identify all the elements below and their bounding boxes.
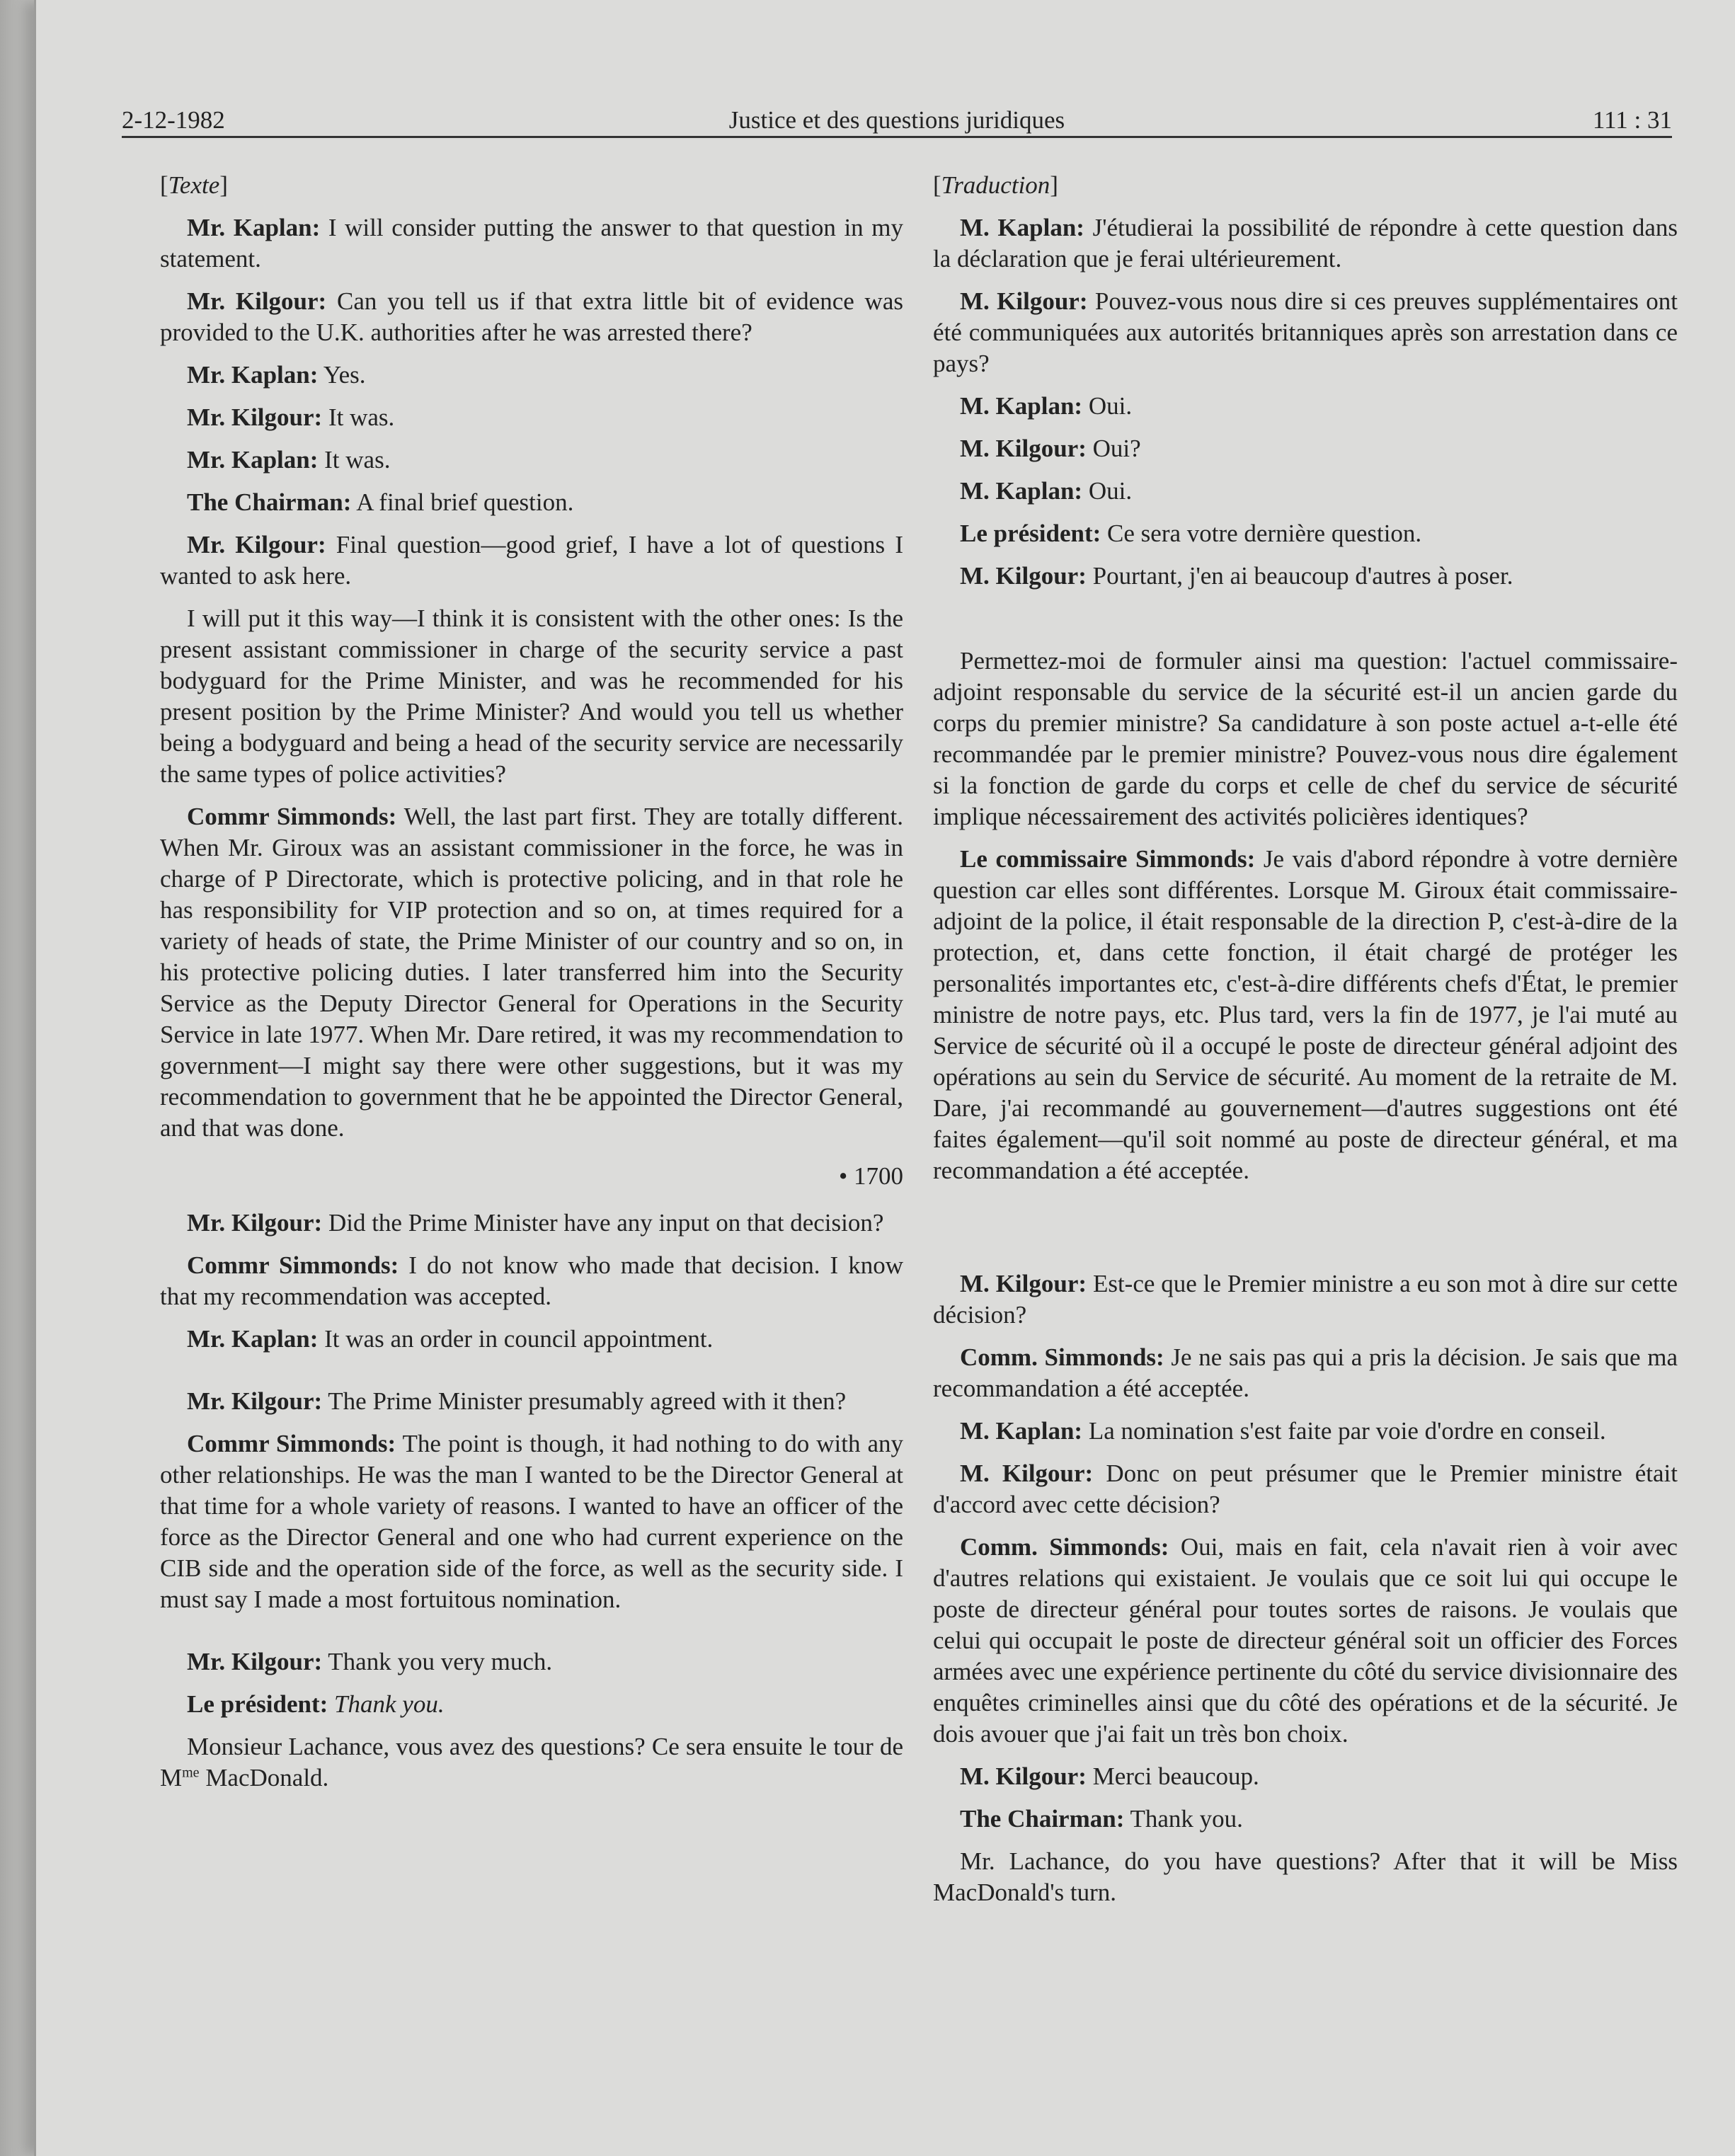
left-column [160, 170, 903, 1805]
paragraph: Permettez-moi de formuler ainsi ma question: l'actuel commissaire-adjoint responsable du service de la sécurité est-il un ancien garde du corps du premier ministre? Sa candidature à son poste actuel a-t-elle été recommandée par le premier ministre? Pouvez-vous nous dire également si la fonction de garde du corps et celle de chef du service de sécurité implique nécessairement des activités policières identiques? [933, 647, 1678, 830]
speaker-name: Mr. Kilgour: [187, 287, 327, 315]
speaker-name: M. Kilgour: [960, 287, 1088, 315]
paragraph: M. Kilgour: Est-ce que le Premier ministre a eu son mot à dire sur cette décision? [933, 1270, 1678, 1329]
paragraph: Le président: Ce sera votre dernière question. [960, 520, 1422, 547]
paragraph: Commr Simmonds: I do not know who made that decision. I know that my recommendation was accepted. [160, 1251, 904, 1310]
speaker-name: Mr. Kaplan: [187, 214, 321, 241]
paragraph: Comm. Simmonds: Je ne sais pas qui a pris la décision. Je sais que ma recommandation a été acceptée. [933, 1343, 1678, 1402]
speaker-name: Mr. Kilgour: [187, 531, 326, 558]
paragraph: The Chairman: A final brief question. [187, 488, 574, 516]
paragraph: Le commissaire Simmonds: Je vais d'abord répondre à votre dernière question car elles sont différentes. Lorsque M. Giroux était commissaire-adjoint de la police, il était responsable de la direction P, c'est-à-dire de la protection, et, dans cette fonction, il était chargé de protéger les personalités importantes etc, c'est-à-dire différents chefs d'État, le premier ministre de notre pays, etc. Plus tard, vers la fin de 1977, je l'ai muté au Service de sécurité où il a occupé le poste de directeur général adjoint des opérations au sein du Service de sécurité. Au moment de la retraite de M. Dare, j'ai recommandé au gouvernement—d'autres suggestions ont été faites également—qu'il soit nommé au poste de directeur général, et ma recommandation a été acceptée. [933, 845, 1678, 1184]
paragraph: Mr. Kilgour: It was. [187, 403, 395, 431]
speaker-name: Mr. Kilgour: [187, 403, 323, 431]
speaker-name: Commr Simmonds: [187, 1430, 396, 1457]
speaker-name: M. Kaplan: [960, 1417, 1083, 1445]
paragraph: The Chairman: Thank you. [960, 1805, 1243, 1833]
header-title: Justice et des questions juridiques [728, 106, 1065, 134]
paragraph: M. Kilgour: Merci beaucoup. [960, 1762, 1259, 1790]
paragraph: M. Kaplan: J'étudierai la possibilité de répondre à cette question dans la déclaration que je ferai ultérieurement. [933, 214, 1678, 273]
speaker-name: Commr Simmonds: [187, 1251, 399, 1279]
paragraph: Mr. Kilgour: Can you tell us if that extra little bit of evidence was provided to the U.K. authorities after he was arrested there? [160, 287, 903, 346]
paragraph: M. Kilgour: Oui? [960, 435, 1141, 462]
speaker-name: Le président: [960, 520, 1101, 547]
speaker-name: Mr. Kilgour: [187, 1387, 323, 1415]
speaker-name: M. Kilgour: [960, 1270, 1087, 1297]
speaker-name: M. Kaplan: [960, 214, 1084, 241]
speaker-name: Mr. Kilgour: [187, 1648, 323, 1675]
paragraph: M. Kaplan: Oui. [960, 477, 1133, 505]
speaker-name: Comm. Simmonds: [960, 1343, 1164, 1371]
speaker-name: Le commissaire Simmonds: [960, 845, 1256, 873]
speaker-name: The Chairman: [187, 488, 352, 516]
header-date: 2-12-1982 [122, 106, 225, 134]
header-page-ref: 111 : 31 [1592, 106, 1672, 134]
speaker-name: Le président: [187, 1690, 328, 1718]
paragraph: Commr Simmonds: The point is though, it had nothing to do with any other relationships. He was the man I wanted to be the Director General at that time for a whole variety of reasons. I wanted to have an officer of the force as the Director General and one who had current experience on the CIB side and the operation side of the force, as well as the security side. I must say I made a most fortuitous nomination. [160, 1430, 903, 1613]
paragraph: Mr. Kaplan: I will consider putting the answer to that question in my statement. [160, 214, 904, 273]
paragraph: Mr. Kilgour: The Prime Minister presumably agreed with it then? [187, 1387, 847, 1415]
paragraph: Mr. Kaplan: Yes. [187, 361, 366, 389]
speaker-name: M. Kaplan: [960, 477, 1083, 505]
speaker-name: M. Kilgour: [960, 1460, 1094, 1487]
page-binding-shadow [0, 0, 34, 2156]
paragraph: M. Kilgour: Donc on peut présumer que le Premier ministre était d'accord avec cette décision? [933, 1460, 1678, 1518]
speaker-name: Mr. Kaplan: [187, 1325, 319, 1353]
speaker-name: Commr Simmonds: [187, 803, 397, 830]
paragraph: Mr. Kilgour: Thank you very much. [187, 1648, 553, 1675]
running-header [122, 98, 1672, 137]
paragraph: Le président: Thank you. [187, 1690, 445, 1718]
speaker-name: The Chairman: [960, 1805, 1125, 1833]
paragraph: Comm. Simmonds: Oui, mais en fait, cela n'avait rien à voir avec d'autres relations qui existaient. Je voulais que ce soit lui qui occupe le poste de directeur général pour toutes sortes de raisons. Je voulais que celui qui occupait le poste de directeur général soit un officier des Forces armées avec une expérience pertinente du côté du service divisionnaire des enquêtes criminelles ainsi que du côté des opérations et de la sécurité. Je dois avouer que j'ai fait un très bon choix. [933, 1533, 1678, 1748]
speaker-name: M. Kilgour: [960, 1762, 1087, 1790]
speaker-name: Mr. Kaplan: [187, 446, 319, 474]
paragraph: M. Kaplan: Oui. [960, 392, 1133, 420]
paragraph: M. Kilgour: Pourtant, j'en ai beaucoup d'autres à poser. [960, 562, 1513, 590]
speaker-name: M. Kilgour: [960, 562, 1087, 590]
paragraph: Mr. Lachance, do you have questions? After that it will be Miss MacDonald's turn. [933, 1847, 1678, 1906]
paragraph: Mr. Kaplan: It was an order in council appointment. [187, 1325, 714, 1353]
speaker-name: Mr. Kilgour: [187, 1209, 323, 1237]
paragraph: M. Kaplan: La nomination s'est faite par voie d'ordre en conseil. [960, 1417, 1606, 1445]
paragraph: Mr. Kilgour: Final question—good grief, I have a lot of questions I wanted to ask here. [160, 531, 903, 590]
speaker-name: M. Kilgour: [960, 435, 1087, 462]
section-label: [Texte] [160, 171, 228, 199]
paragraph: Monsieur Lachance, vous avez des questions? Ce sera ensuite le tour de $M^{me}$ MacDonald. [160, 1733, 903, 1791]
paragraph: Mr. Kilgour: Did the Prime Minister have any input on that decision? [187, 1209, 884, 1237]
paragraph: Mr. Kaplan: It was. [187, 446, 391, 474]
paragraph: Commr Simmonds: Well, the last part first. They are totally different. When Mr. Giroux was an assistant commissioner in the force, he was in charge of P Directorate, which is protective policing, and in that role he has responsibility for VIP protection and so on, at times required for a variety of heads of state, the Prime Minister of our country and so on, in his protective policing duties. I later transferred him into the Security Service as the Deputy Director General for Operations in the Security Service in late 1977. When Mr. Dare retired, it was my recommendation to government—I might say there were other suggestions, but it was my recommendation to government that he be appointed the Director General, and that was done. [160, 803, 903, 1142]
speaker-name: Comm. Simmonds: [960, 1533, 1169, 1561]
speaker-name: M. Kaplan: [960, 392, 1083, 420]
section-label: [Traduction] [933, 171, 1058, 199]
header-rule [122, 136, 1672, 138]
paragraph: M. Kilgour: Pouvez-vous nous dire si ces preuves supplémentaires ont été communiquées aux autorités britanniques après son arrestation dans ce pays? [933, 287, 1678, 377]
time-marker: • 1700 [838, 1162, 903, 1190]
speaker-name: Mr. Kaplan: [187, 361, 319, 389]
paragraph: I will put it this way—I think it is consistent with the other ones: Is the present assistant commissioner in charge of the security service a past bodyguard for the Prime Minister, and was he recommended for his present position by the Prime Minister? And would you tell us whether being a bodyguard and being a head of the security service are necessarily the same types of police activities? [160, 604, 903, 788]
right-column [933, 170, 1678, 1920]
